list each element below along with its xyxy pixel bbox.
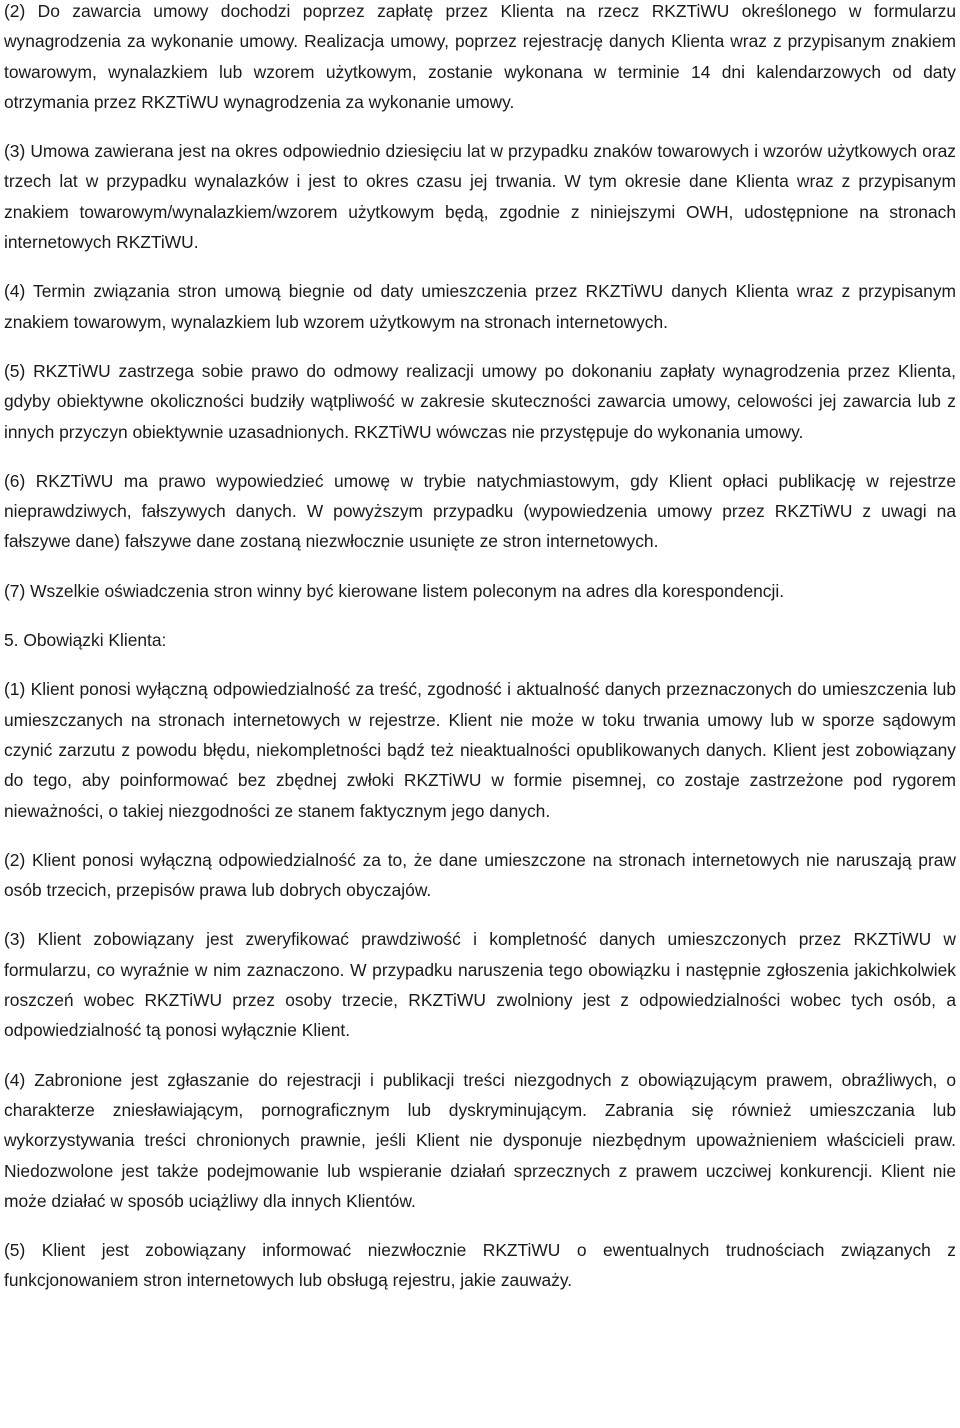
paragraph-4-1: (4) Termin związania stron umową biegnie od daty umieszczenia przez RKZTiWU danych Klienta wraz z przypisanym znakiem towarowym, wynalazkiem lub wzorem użytkowym na stronach internetowych. bbox=[4, 281, 956, 332]
paragraph-3-1: (3) Umowa zawierana jest na okres odpowiednio dziesięciu lat w przypadku znaków towarowych i wzorów użytkowych oraz trzech lat w przypadku wynalazków i jest to okres czasu jej trwania. W tym okresie dane Klienta wraz z przypisanym znakiem towarowym/wynalazkiem/wzorem użytkowym będą, zgodnie z niniejszymi OWH, udostępnione na stronach internetowych RKZTiWU. bbox=[4, 141, 956, 253]
paragraph-4-2: (4) Zabronione jest zgłaszanie do rejestracji i publikacji treści niezgodnych z obowiązującym prawem, obraźliwych, o charakterze zniesławiającym, pornograficznym lub dyskryminującym. Zabrania się również umieszczania lub wykorzystywania treści chronionych prawnie, jeśli Klient nie dysponuje niezbędnym upoważnieniem właścicieli praw. Niedozwolone jest także podejmowanie lub wspieranie działań sprzecznych z prawem uczciwej konkurencji. Klient nie może działać w sposób uciążliwy dla innych Klientów. bbox=[4, 1069, 956, 1211]
paragraph-3-2: (3) Klient zobowiązany jest zweryfikować prawdziwość i kompletność danych umieszczonych przez RKZTiWU w formularzu, co wyraźnie w nim zaznaczono. W przypadku naruszenia tego obowiązku i następnie zgłoszenia jakichkolwiek roszczeń wobec RKZTiWU przez osoby trzecie, RKZTiWU zwolniony jest z odpowiedzialności wobec tych osób, a odpowiedzialność tą ponosi wyłącznie Klient. bbox=[4, 929, 956, 1041]
document-page bbox=[4, 0, 956, 1315]
paragraph-2-1: (2) Do zawarcia umowy dochodzi poprzez zapłatę przez Klienta na rzecz RKZTiWU określonego w formularzu wynagrodzenia za wykonanie umowy. Realizacja umowy, poprzez rejestrację danych Klienta wraz z przypisanym znakiem towarowym, wynalazkiem lub wzorem użytkowym, zostanie wykonana w terminie 14 dni kalendarzowych od daty otrzymania przez RKZTiWU wynagrodzenia za wykonanie umowy. bbox=[4, 1, 956, 112]
section-heading-client-obligations: 5. Obowiązki Klienta: bbox=[4, 630, 167, 651]
paragraph-5-1: (5) RKZTiWU zastrzega sobie prawo do odmowy realizacji umowy po dokonaniu zapłaty wynagrodzenia przez Klienta, gdyby obiektywne okoliczności budziły wątpliwość w zakresie skuteczności zawarcia umowy, celowości jej zawarcia lub z innych przyczyn obiektywnie uzasadnionych. RKZTiWU wówczas nie przystępuje do wykonania umowy. bbox=[4, 360, 956, 442]
paragraph-6-1: (6) RKZTiWU ma prawo wypowiedzieć umowę w trybie natychmiastowym, gdy Klient opłaci publikację w rejestrze nieprawdziwych, fałszywych danych. W powyższym przypadku (wypowiedzenia umowy przez RKZTiWU z uwagi na fałszywe dane) fałszywe dane zostaną niezwłocznie usunięte ze stron internetowych. bbox=[4, 470, 956, 552]
paragraph-5-2: (5) Klient jest zobowiązany informować niezwłocznie RKZTiWU o ewentualnych trudnościach związanych z funkcjonowaniem stron internetowych lub obsługą rejestru, jakie zauważy. bbox=[4, 1240, 956, 1291]
paragraph-1-2: (1) Klient ponosi wyłączną odpowiedzialność za treść, zgodność i aktualność danych przeznaczonych do umieszczenia lub umieszczanych na stronach internetowych w rejestrze. Klient nie może w toku trwania umowy lub w sporze sądowym czynić zarzutu z powodu błędu, niekompletności bądź też nieaktualności opublikowanych danych. Klient jest zobowiązany do tego, aby poinformować bez zbędnej zwłoki RKZTiWU w formie pisemnej, co zostaje zastrzeżone pod rygorem nieważności, o takiej niezgodności ze stanem faktycznym jego danych. bbox=[4, 679, 956, 821]
paragraph-2-2: (2) Klient ponosi wyłączną odpowiedzialność za to, że dane umieszczone na stronach internetowych nie naruszają praw osób trzecich, przepisów prawa lub dobrych obyczajów. bbox=[4, 849, 956, 901]
paragraph-7-1: (7) Wszelkie oświadczenia stron winny być kierowane listem poleconym na adres dla korespondencji. bbox=[4, 580, 785, 601]
